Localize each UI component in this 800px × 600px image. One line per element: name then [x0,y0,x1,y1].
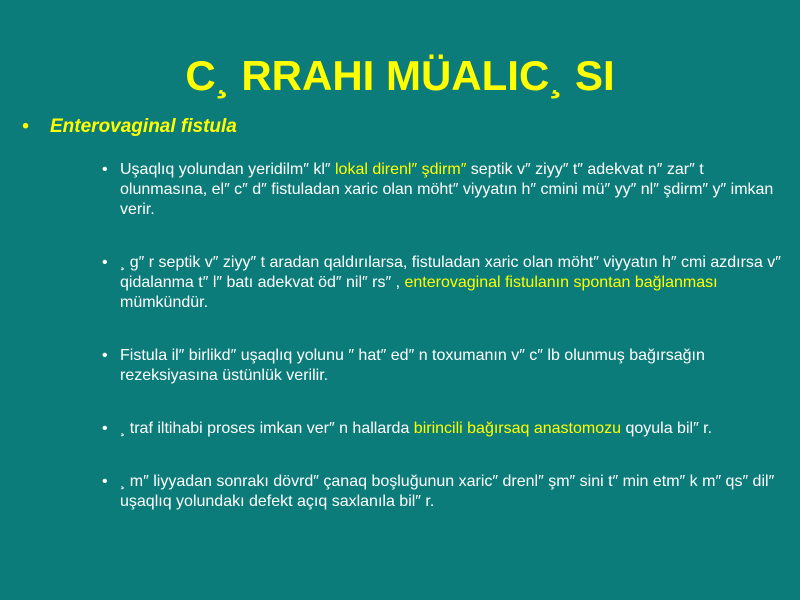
highlighted-text: birincili bağırsaq anastomozu [413,420,622,437]
bullet-marker: • [102,420,108,437]
body-text: Fistula il″ birlikd″ uşaqlıq yolunu ″ hat″ ed″ n toxumanın v″ c″ lb olunmuş bağırsağın rezeksiyasına üstünlük verilir. [120,347,705,384]
main-bullet [22,116,237,138]
body-text: septik v″ ziyy″ t″ adekvat n″ zar″ t olunmasına, el″ c″ d″ fistuladan xaric olan möht″ viyyatın h″ cmini mü″ yy″ nl″ şdirm″ y″ imkan verir. [120,161,774,218]
body-text: qoyula bil″ r. [621,420,713,437]
highlighted-text: enterovaginal fistulanın spontan bağlanması [404,274,718,291]
bullet-marker: • [102,254,108,271]
body-text: ¸ traf iltihabi proses imkan ver″ n hallarda [120,420,414,437]
sub-bullet-item [102,253,782,313]
sub-bullet-item [102,472,782,512]
sub-bullet-list [102,160,782,512]
bullet-marker: • [22,116,29,137]
body-text: ¸ g″ r septik v″ ziyy″ t aradan qaldırılarsa, fistuladan xaric olan möht″ viyyatın h″ cmi azdırsa v″ qidalanma t″ l″ batı adekvat öd″ nil″ rs″ , [120,254,781,291]
body-text: Uşaqlıq yolundan yeridilm″ kl″ [120,161,335,178]
bullet-marker: • [102,347,108,364]
highlighted-text: lokal direnl″ şdirm″ [334,161,471,178]
main-bullet-text: Enterovaginal fistula [50,116,237,137]
bullet-marker: • [102,473,108,490]
bullet-marker: • [102,161,108,178]
sub-bullet-item [102,419,782,439]
sub-bullet-item [102,160,782,220]
body-text: mümkündür. [120,294,209,311]
sub-bullet-item [102,346,782,386]
slide-title: C¸ RRAHI MÜALIC¸ SI [185,52,615,99]
body-text: ¸ m″ liyyadan sonrakı dövrd″ çanaq boşluğunun xaric″ drenl″ şm″ sini t″ min etm″ k m″ qs″ dil″ uşaqlıq yolundakı defekt açıq saxlanıla bil″ r. [120,473,775,510]
